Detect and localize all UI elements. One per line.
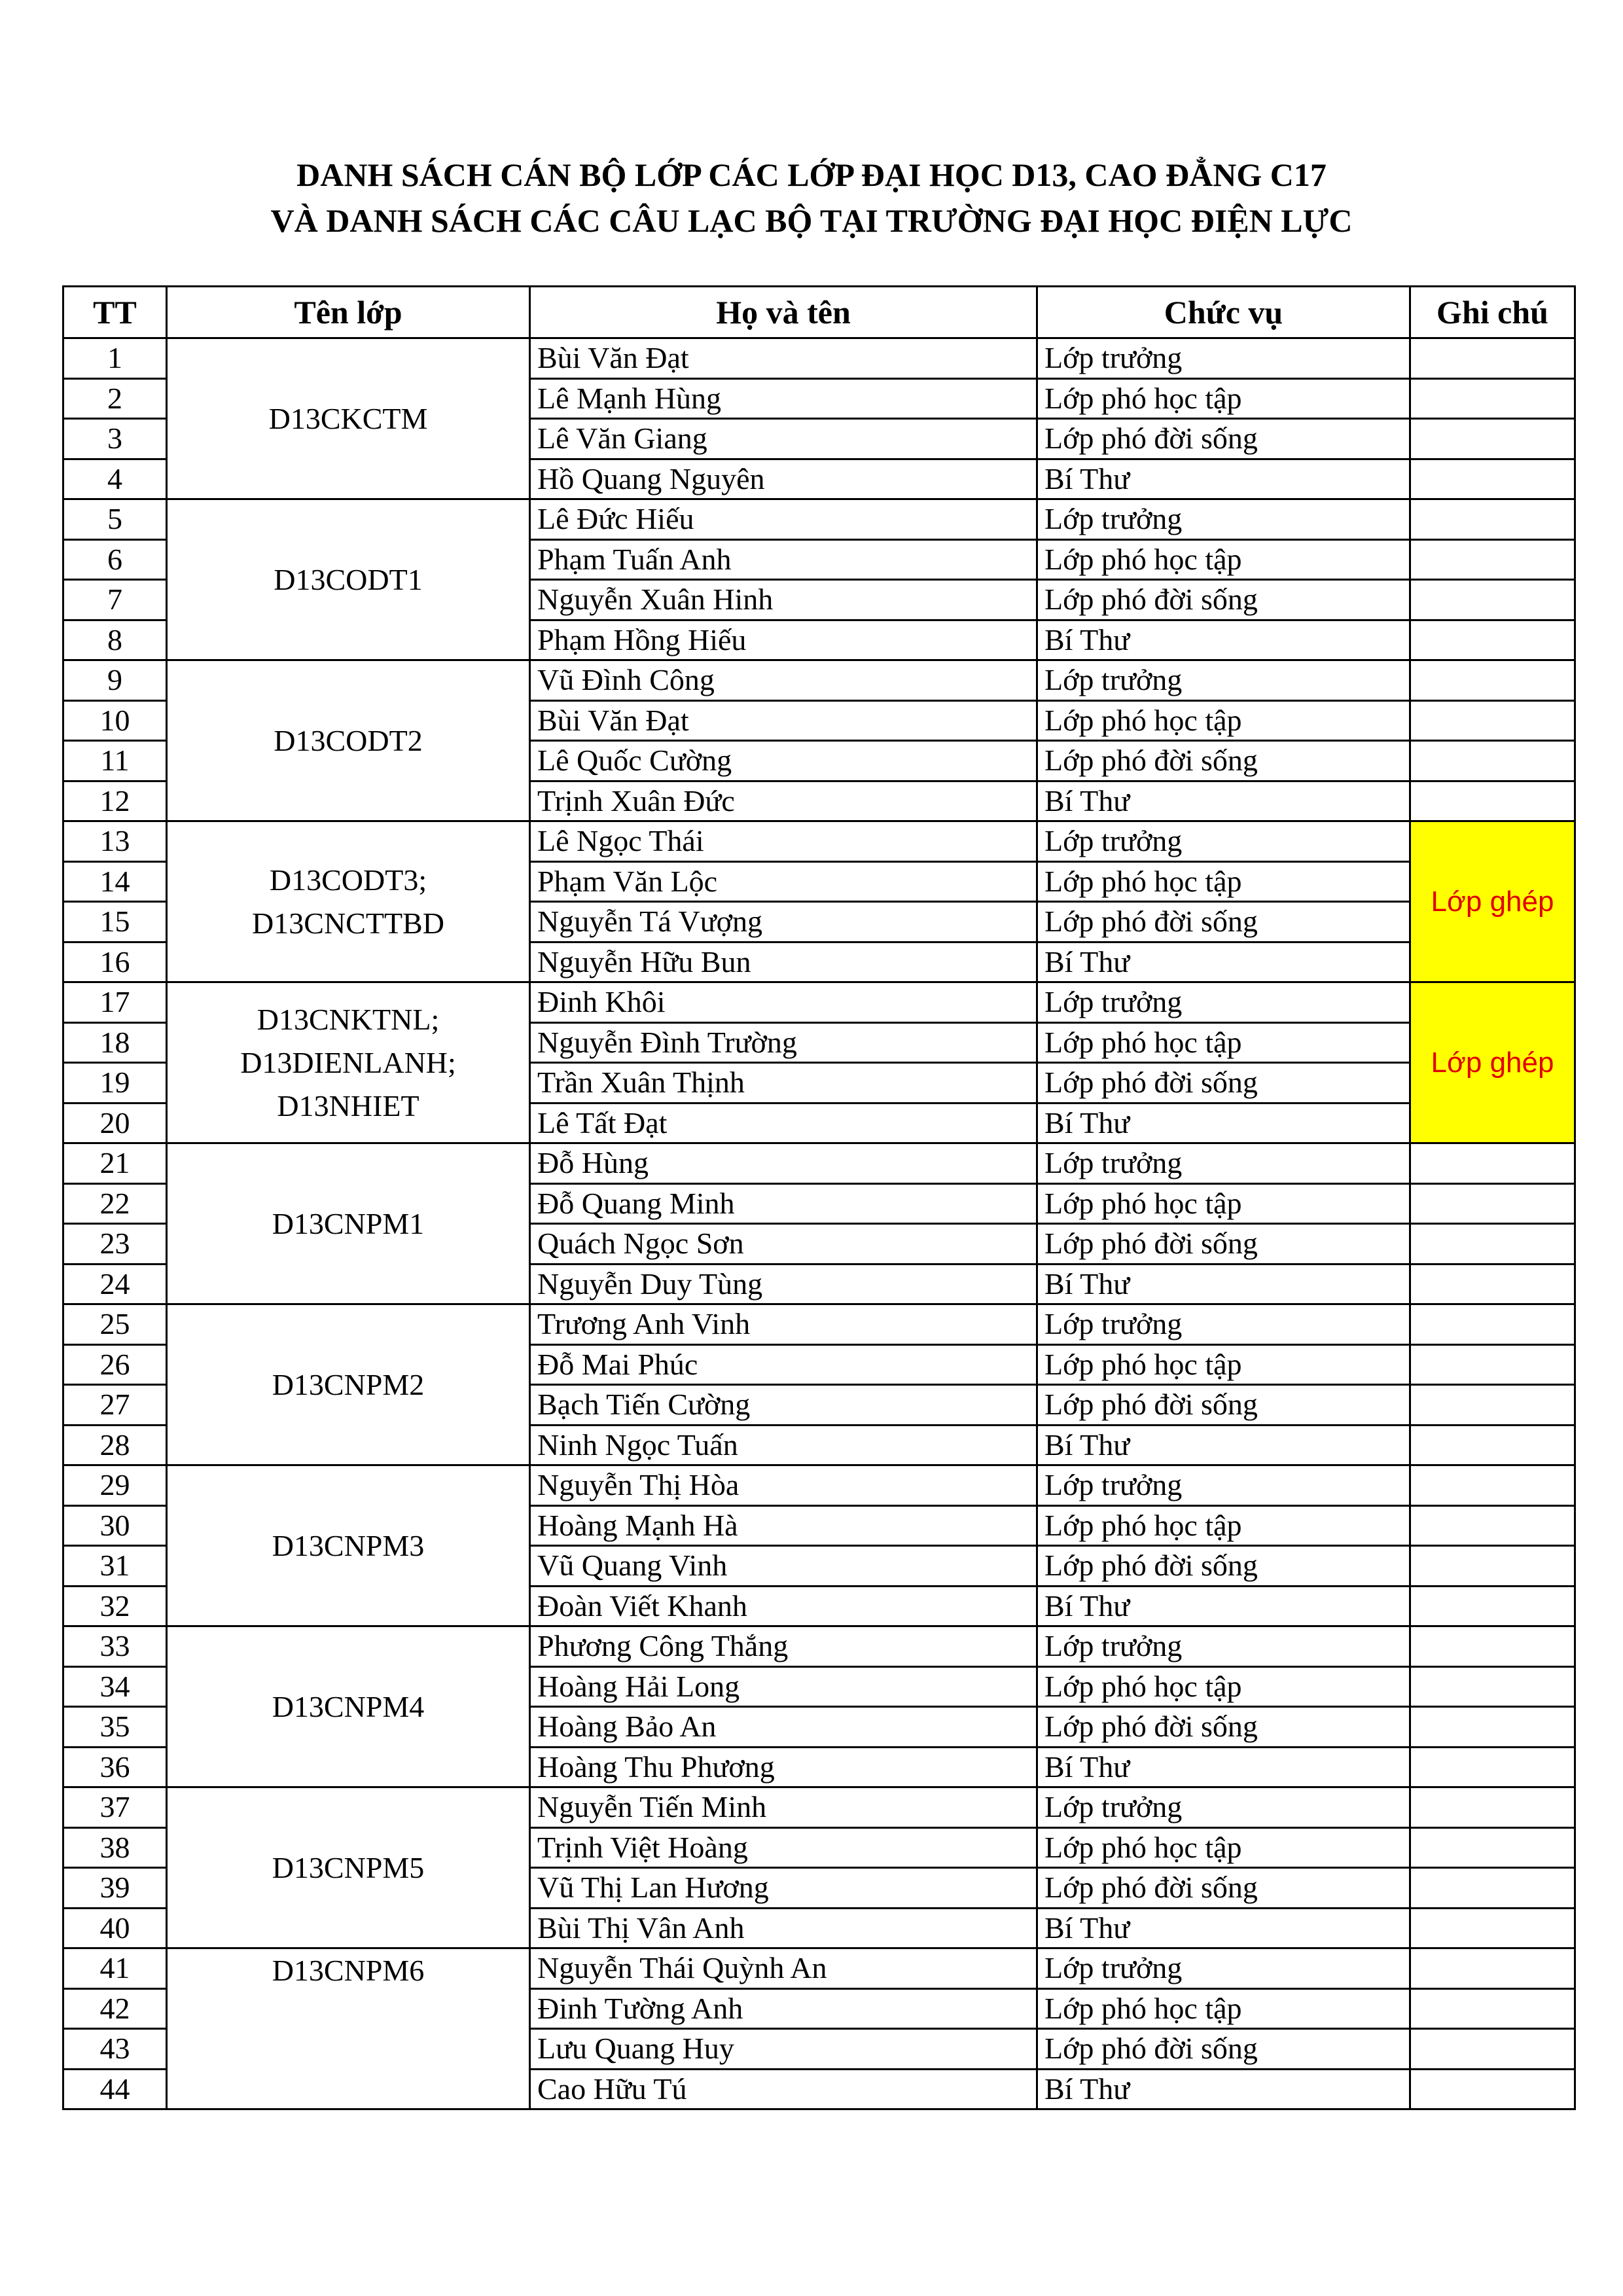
class-name-cell	[167, 660, 530, 821]
table-row	[63, 1304, 1575, 1345]
note-cell	[1410, 1546, 1575, 1587]
table-row	[63, 499, 1575, 540]
row-number: 17	[63, 982, 167, 1023]
class-name-line: D13DIENLANH;	[240, 1045, 456, 1079]
full-name-cell: Hoàng Hải Long	[530, 1666, 1037, 1707]
position-cell: Lớp phó học tập	[1037, 1827, 1410, 1868]
full-name-cell: Đoàn Viết Khanh	[530, 1586, 1037, 1626]
document-title-line-1: DANH SÁCH CÁN BỘ LỚP CÁC LỚP ĐẠI HỌC D13, CAO ĐẲNG C17	[296, 156, 1327, 193]
row-number: 10	[63, 700, 167, 741]
row-number: 34	[63, 1666, 167, 1707]
table-row	[63, 338, 1575, 379]
position-cell: Bí Thư	[1037, 1586, 1410, 1626]
full-name-cell: Phạm Hồng Hiếu	[530, 620, 1037, 660]
position-cell: Lớp phó đời sống	[1037, 2029, 1410, 2070]
table-header-row	[63, 287, 1575, 338]
position-cell: Lớp phó học tập	[1037, 378, 1410, 419]
full-name-cell: Hoàng Mạnh Hà	[530, 1505, 1037, 1546]
full-name-cell: Bùi Văn Đạt	[530, 700, 1037, 741]
class-name-line: D13CKCTM	[268, 401, 428, 435]
row-number: 12	[63, 781, 167, 821]
row-number: 13	[63, 821, 167, 862]
full-name-cell: Lê Ngọc Thái	[530, 821, 1037, 862]
class-name-line: D13CNPM4	[272, 1689, 425, 1723]
position-cell: Lớp phó học tập	[1037, 1344, 1410, 1385]
full-name-cell: Hồ Quang Nguyên	[530, 459, 1037, 499]
class-name-line: D13CNPM6	[272, 1954, 425, 1987]
table-row	[63, 982, 1575, 1023]
full-name-cell: Vũ Thị Lan Hương	[530, 1868, 1037, 1909]
note-cell	[1410, 1505, 1575, 1546]
position-cell: Bí Thư	[1037, 1425, 1410, 1465]
class-name-cell	[167, 1948, 530, 2109]
full-name-cell: Phương Công Thắng	[530, 1626, 1037, 1667]
position-cell: Bí Thư	[1037, 1264, 1410, 1304]
note-cell	[1410, 1344, 1575, 1385]
row-number: 3	[63, 419, 167, 459]
position-cell: Lớp trưởng	[1037, 338, 1410, 379]
header-note: Ghi chú	[1410, 287, 1575, 338]
class-name-cell	[167, 1465, 530, 1626]
full-name-cell: Vũ Quang Vinh	[530, 1546, 1037, 1587]
header-position: Chức vụ	[1037, 287, 1410, 338]
full-name-cell: Nguyễn Thái Quỳnh An	[530, 1948, 1037, 1989]
position-cell: Bí Thư	[1037, 1747, 1410, 1787]
row-number: 30	[63, 1505, 167, 1546]
full-name-cell: Đinh Tường Anh	[530, 1988, 1037, 2029]
row-number: 32	[63, 1586, 167, 1626]
note-cell	[1410, 419, 1575, 459]
full-name-cell: Bùi Thị Vân Anh	[530, 1908, 1037, 1948]
position-cell: Bí Thư	[1037, 2069, 1410, 2109]
row-number: 33	[63, 1626, 167, 1667]
table-row	[63, 1626, 1575, 1667]
note-cell	[1410, 781, 1575, 821]
table-row	[63, 660, 1575, 701]
full-name-cell: Đinh Khôi	[530, 982, 1037, 1023]
full-name-cell: Đỗ Hùng	[530, 1143, 1037, 1184]
row-number: 31	[63, 1546, 167, 1587]
full-name-cell: Nguyễn Tá Vượng	[530, 902, 1037, 942]
position-cell: Lớp phó đời sống	[1037, 1546, 1410, 1587]
position-cell: Lớp trưởng	[1037, 1626, 1410, 1667]
class-name-line: D13CODT3;	[269, 863, 427, 897]
full-name-cell: Nguyễn Hữu Bun	[530, 942, 1037, 982]
row-number: 19	[63, 1063, 167, 1103]
row-number: 14	[63, 861, 167, 902]
position-cell: Lớp phó học tập	[1037, 1988, 1410, 2029]
full-name-cell: Bạch Tiến Cường	[530, 1385, 1037, 1426]
position-cell: Lớp trưởng	[1037, 1304, 1410, 1345]
row-number: 44	[63, 2069, 167, 2109]
note-cell	[1410, 1868, 1575, 1909]
position-cell: Bí Thư	[1037, 1908, 1410, 1948]
note-cell	[1410, 1908, 1575, 1948]
row-number: 2	[63, 378, 167, 419]
row-number: 24	[63, 1264, 167, 1304]
row-number: 8	[63, 620, 167, 660]
position-cell: Lớp phó học tập	[1037, 1022, 1410, 1063]
class-name-cell	[167, 821, 530, 982]
class-name-cell	[167, 1304, 530, 1465]
note-cell	[1410, 741, 1575, 781]
row-number: 18	[63, 1022, 167, 1063]
full-name-cell: Lê Văn Giang	[530, 419, 1037, 459]
note-cell	[1410, 1465, 1575, 1506]
note-cell	[1410, 1183, 1575, 1224]
note-cell	[1410, 1224, 1575, 1265]
note-cell	[1410, 1143, 1575, 1184]
position-cell: Lớp phó đời sống	[1037, 580, 1410, 620]
note-cell	[1410, 580, 1575, 620]
class-name-line: D13CODT1	[274, 562, 423, 596]
position-cell: Lớp phó đời sống	[1037, 1385, 1410, 1426]
table-body	[63, 338, 1575, 2109]
position-cell: Lớp trưởng	[1037, 1787, 1410, 1828]
position-cell: Lớp phó đời sống	[1037, 1224, 1410, 1265]
row-number: 9	[63, 660, 167, 701]
position-cell: Lớp phó học tập	[1037, 1666, 1410, 1707]
position-cell: Bí Thư	[1037, 620, 1410, 660]
full-name-cell: Cao Hữu Tú	[530, 2069, 1037, 2109]
position-cell: Lớp phó đời sống	[1037, 1063, 1410, 1103]
class-name-cell	[167, 1787, 530, 1948]
position-cell: Lớp phó đời sống	[1037, 902, 1410, 942]
full-name-cell: Bùi Văn Đạt	[530, 338, 1037, 379]
note-cell	[1410, 1304, 1575, 1345]
table-row	[63, 821, 1575, 862]
full-name-cell: Nguyễn Đình Trường	[530, 1022, 1037, 1063]
note-cell	[1410, 620, 1575, 660]
row-number: 11	[63, 741, 167, 781]
position-cell: Lớp phó học tập	[1037, 1505, 1410, 1546]
note-cell-merged-class: Lớp ghép	[1410, 821, 1575, 982]
header-full-name: Họ và tên	[530, 287, 1037, 338]
class-name-cell	[167, 982, 530, 1143]
position-cell: Lớp trưởng	[1037, 1948, 1410, 1989]
row-number: 25	[63, 1304, 167, 1345]
position-cell: Lớp phó học tập	[1037, 1183, 1410, 1224]
row-number: 6	[63, 539, 167, 580]
position-cell: Lớp phó đời sống	[1037, 419, 1410, 459]
full-name-cell: Trần Xuân Thịnh	[530, 1063, 1037, 1103]
row-number: 35	[63, 1707, 167, 1748]
position-cell: Lớp trưởng	[1037, 982, 1410, 1023]
header-class-name: Tên lớp	[167, 287, 530, 338]
note-cell	[1410, 1626, 1575, 1667]
note-cell	[1410, 1425, 1575, 1465]
row-number: 37	[63, 1787, 167, 1828]
row-number: 40	[63, 1908, 167, 1948]
row-number: 39	[63, 1868, 167, 1909]
header-tt: TT	[63, 287, 167, 338]
full-name-cell: Đỗ Mai Phúc	[530, 1344, 1037, 1385]
class-name-cell	[167, 1626, 530, 1787]
position-cell: Lớp trưởng	[1037, 660, 1410, 701]
class-name-cell	[167, 499, 530, 660]
full-name-cell: Vũ Đình Công	[530, 660, 1037, 701]
full-name-cell: Lê Đức Hiếu	[530, 499, 1037, 540]
class-name-cell	[167, 338, 530, 499]
table-row	[63, 1948, 1575, 1989]
class-name-line: D13CODT2	[274, 723, 423, 757]
note-cell	[1410, 338, 1575, 379]
note-cell	[1410, 459, 1575, 499]
full-name-cell: Trương Anh Vinh	[530, 1304, 1037, 1345]
table-row	[63, 1787, 1575, 1828]
class-name-line: D13CNPM2	[272, 1367, 425, 1401]
position-cell: Bí Thư	[1037, 781, 1410, 821]
position-cell: Lớp trưởng	[1037, 821, 1410, 862]
note-cell	[1410, 1827, 1575, 1868]
note-cell	[1410, 700, 1575, 741]
document-title-line-2: VÀ DANH SÁCH CÁC CÂU LẠC BỘ TẠI TRƯỜNG ĐẠI HỌC ĐIỆN LỰC	[270, 202, 1353, 239]
class-name-line: D13NHIET	[277, 1088, 419, 1122]
row-number: 27	[63, 1385, 167, 1426]
position-cell: Lớp phó đời sống	[1037, 1868, 1410, 1909]
row-number: 21	[63, 1143, 167, 1184]
position-cell: Lớp phó học tập	[1037, 861, 1410, 902]
row-number: 26	[63, 1344, 167, 1385]
note-cell-merged-class: Lớp ghép	[1410, 982, 1575, 1143]
note-cell	[1410, 378, 1575, 419]
class-name-line: D13CNPM5	[272, 1850, 425, 1884]
full-name-cell: Nguyễn Xuân Hinh	[530, 580, 1037, 620]
full-name-cell: Nguyễn Thị Hòa	[530, 1465, 1037, 1506]
full-name-cell: Ninh Ngọc Tuấn	[530, 1425, 1037, 1465]
note-cell	[1410, 1747, 1575, 1787]
full-name-cell: Lê Tất Đạt	[530, 1103, 1037, 1143]
full-name-cell: Trịnh Xuân Đức	[530, 781, 1037, 821]
full-name-cell: Hoàng Bảo An	[530, 1707, 1037, 1748]
full-name-cell: Hoàng Thu Phương	[530, 1747, 1037, 1787]
note-cell	[1410, 539, 1575, 580]
position-cell: Lớp phó đời sống	[1037, 741, 1410, 781]
full-name-cell: Đỗ Quang Minh	[530, 1183, 1037, 1224]
note-cell	[1410, 1948, 1575, 1989]
full-name-cell: Lê Mạnh Hùng	[530, 378, 1037, 419]
row-number: 41	[63, 1948, 167, 1989]
row-number: 1	[63, 338, 167, 379]
class-officers-table	[62, 285, 1576, 2110]
position-cell: Lớp phó học tập	[1037, 700, 1410, 741]
note-cell	[1410, 2029, 1575, 2070]
row-number: 42	[63, 1988, 167, 2029]
row-number: 16	[63, 942, 167, 982]
row-number: 23	[63, 1224, 167, 1265]
note-cell	[1410, 1586, 1575, 1626]
row-number: 5	[63, 499, 167, 540]
position-cell: Lớp trưởng	[1037, 1143, 1410, 1184]
row-number: 15	[63, 902, 167, 942]
class-name-line: D13CNKTNL;	[257, 1002, 440, 1036]
note-cell	[1410, 499, 1575, 540]
row-number: 28	[63, 1425, 167, 1465]
table-row	[63, 1143, 1575, 1184]
position-cell: Lớp phó học tập	[1037, 539, 1410, 580]
position-cell: Bí Thư	[1037, 1103, 1410, 1143]
note-cell	[1410, 2069, 1575, 2109]
position-cell: Lớp trưởng	[1037, 499, 1410, 540]
position-cell: Lớp trưởng	[1037, 1465, 1410, 1506]
row-number: 22	[63, 1183, 167, 1224]
full-name-cell: Phạm Văn Lộc	[530, 861, 1037, 902]
note-cell	[1410, 1666, 1575, 1707]
full-name-cell: Phạm Tuấn Anh	[530, 539, 1037, 580]
class-name-line: D13CNPM1	[272, 1206, 425, 1240]
full-name-cell: Trịnh Việt Hoàng	[530, 1827, 1037, 1868]
class-name-cell	[167, 1143, 530, 1304]
row-number: 4	[63, 459, 167, 499]
position-cell: Bí Thư	[1037, 459, 1410, 499]
row-number: 36	[63, 1747, 167, 1787]
row-number: 38	[63, 1827, 167, 1868]
row-number: 43	[63, 2029, 167, 2070]
note-cell	[1410, 1707, 1575, 1748]
full-name-cell: Lưu Quang Huy	[530, 2029, 1037, 2070]
full-name-cell: Lê Quốc Cường	[530, 741, 1037, 781]
class-name-line: D13CNPM3	[272, 1528, 425, 1562]
row-number: 7	[63, 580, 167, 620]
table-row	[63, 1465, 1575, 1506]
full-name-cell: Nguyễn Tiến Minh	[530, 1787, 1037, 1828]
row-number: 20	[63, 1103, 167, 1143]
full-name-cell: Nguyễn Duy Tùng	[530, 1264, 1037, 1304]
row-number: 29	[63, 1465, 167, 1506]
note-cell	[1410, 1264, 1575, 1304]
class-name-line: D13CNCTTBD	[252, 906, 444, 940]
position-cell: Lớp phó đời sống	[1037, 1707, 1410, 1748]
position-cell: Bí Thư	[1037, 942, 1410, 982]
full-name-cell: Quách Ngọc Sơn	[530, 1224, 1037, 1265]
note-cell	[1410, 1988, 1575, 2029]
note-cell	[1410, 660, 1575, 701]
note-cell	[1410, 1385, 1575, 1426]
note-cell	[1410, 1787, 1575, 1828]
